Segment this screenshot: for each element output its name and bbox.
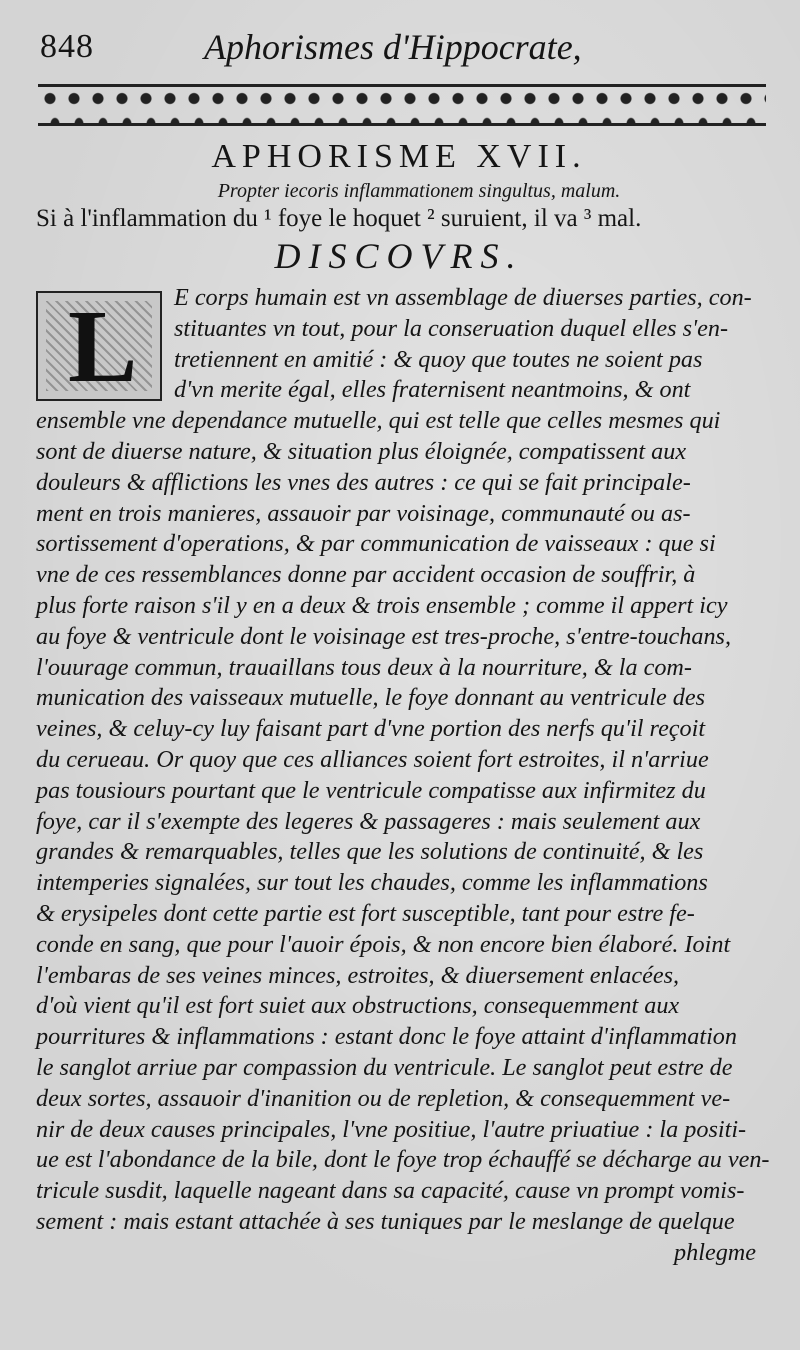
text-line: conde en sang, que pour l'auoir épois, & non encore bien élaboré. Ioint [36,930,731,958]
text-line: tretiennent en amitié : & quoy que toutes ne soient pas [174,345,703,373]
ornament-band [38,84,766,126]
text-line: douleurs & afflictions les vnes des autres : ce qui se fait principale- [36,468,691,496]
floral-ornament-band-icon [36,84,762,126]
text-line: pourritures & inflammations : estant donc le foye attaint d'inflammation [36,1023,737,1051]
text-line: sortissement d'operations, & par communication de vaisseaux : que si [36,530,716,558]
text-line: intemperies signalées, sur tout les chaudes, comme les inflammations [36,869,708,897]
text-line: plus forte raison s'il y en a deux & trois ensemble ; comme il appert icy [36,591,728,619]
text-line: d'où vient qu'il est fort suiet aux obstructions, consequemment aux [36,992,680,1020]
text-line: ensemble vne dependance mutuelle, qui est telle que celles mesmes qui [36,407,721,435]
text-line: & erysipeles dont cette partie est fort susceptible, tant pour estre fe- [36,899,695,927]
running-title: Aphorismes d'Hippocrate, [204,27,582,67]
text-line: au foye & ventricule dont le voisinage est tres-proche, s'entre-touchans, [36,622,732,650]
text-line: sement : mais estant attachée à ses tuniques par le meslange de quelque [36,1207,735,1235]
text-line: nir de deux causes principales, l'vne positiue, l'autre priuatiue : la positi- [36,1115,747,1143]
text-line: foye, car il s'exempte des legeres & passageres : mais seulement aux [36,807,701,835]
text-line: sont de diuerse nature, & situation plus éloignée, compatissent aux [36,437,687,465]
text-line: munication des vaisseaux mutuelle, le foye donnant au ventricule des [36,684,706,712]
text-line: veines, & celuy-cy luy faisant part d'vne portion des nerfs qu'il reçoit [36,715,706,743]
text-line: d'vn merite égal, elles fraternisent neantmoins, & ont [174,376,691,404]
text-line: tricule susdit, laquelle nageant dans sa capacité, cause vn prompt vomis- [36,1177,745,1205]
aphorism-french: Si à l'inflammation du ¹ foye le hoquet ² suruient, il va ³ mal. [36,205,642,232]
dropcap-letter: L [68,289,138,404]
page-number: 848 [40,28,94,65]
text-line: grandes & remarquables, telles que les solutions de continuité, & les [36,838,704,866]
text-line: ue est l'abondance de la bile, dont le foye trop échauffé se décharge au ven- [36,1146,770,1174]
aphorism-title: APHORISME XVII. [211,138,587,175]
text-line: deux sortes, assauoir d'inanition ou de repletion, & consequemment ve- [36,1084,731,1112]
text-line: vne de ces ressemblances donne par accident occasion de souffrir, à [36,561,696,589]
catchword: phlegme [674,1238,756,1266]
discours-body [36,283,770,1269]
text-line: l'ouurage commun, trauaillans tous deux à la nourriture, & la com- [36,653,692,681]
text-line: ment en trois manieres, assauoir par voisinage, communauté ou as- [36,499,691,527]
text-line: l'embaras de ses veines minces, estroites, & diuersement enlacées, [36,961,680,989]
discours-heading: DISCOVRS. [274,236,524,276]
aphorism-latin: Propter iecoris inflammationem singultus, malum. [217,180,621,202]
text-line: du cerueau. Or quoy que ces alliances soient fort estroites, il n'arriue [36,745,709,773]
text-line: pas tousiours pourtant que le ventricule compatisse aux infirmitez du [36,776,706,804]
dropcap-initial [36,289,162,404]
text-line: le sanglot arriue par compassion du ventricule. Le sanglot peut estre de [36,1053,733,1081]
text-line: E corps humain est vn assemblage de diuerses parties, con- [174,284,752,311]
running-head [36,22,762,70]
text-line: stituantes vn tout, pour la conseruation duquel elles s'en- [174,314,729,342]
